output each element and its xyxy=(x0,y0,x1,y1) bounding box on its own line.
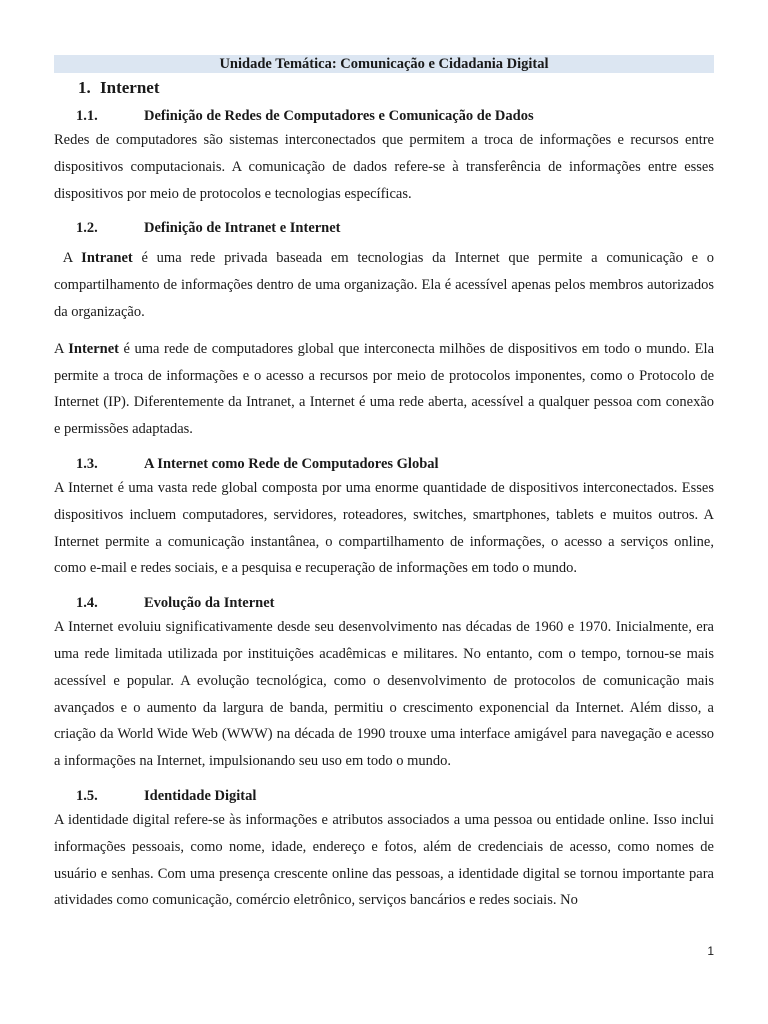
section-number: 1.1. xyxy=(76,108,98,124)
section-1-2-paragraph-intranet: A Intranet é uma rede privada baseada em tecnologias da Internet que permite a comunicação e o compartilhamento de informações dentro de uma organização. Ela é acessível apenas pelos membros autorizados da organização. xyxy=(54,250,714,320)
section-title: Identidade Digital xyxy=(144,787,257,804)
unit-banner: Unidade Temática: Comunicação e Cidadania Digital xyxy=(54,55,714,73)
section-1-2-heading xyxy=(76,217,714,239)
section-1-4-heading xyxy=(76,592,714,614)
section-1-4-paragraph: A Internet evoluiu significativamente desde seu desenvolvimento nas décadas de 1960 e 1970. Inicialmente, era uma rede limitada utilizada por instituições acadêmicas e militares. No entanto, com o tempo, tornou-se mais acessível e popular. A evolução tecnológica, como o desenvolvimento de protocolos de comunicação mais avançados e o aumento da largura de banda, permitiu o crescimento exponencial da Internet. Além disso, a criação da World Wide Web (WWW) na década de 1990 trouxe uma interface amigável para navegação e acesso a informações na Internet, impulsionando seu uso em todo o mundo. xyxy=(54,619,714,770)
term-intranet: Intranet xyxy=(81,250,133,267)
section-number: 1.4. xyxy=(76,595,98,612)
section-1-3-heading xyxy=(76,453,714,475)
heading-number: 1. xyxy=(78,78,91,97)
section-1-1-paragraph: Redes de computadores são sistemas interconectados que permitem a troca de informações e recursos entre dispositivos computacionais. A comunicação de dados refere-se à transferência de informações entre esses dispositivos por meio de protocolos e tecnologias específicas. xyxy=(54,132,714,202)
section-number: 1.3. xyxy=(76,455,98,472)
section-1-5-heading xyxy=(76,785,714,807)
document-page xyxy=(54,55,714,914)
section-title: Definição de Intranet e Internet xyxy=(144,220,341,237)
section-title: Definição de Redes de Computadores e Comunicação de Dados xyxy=(144,108,534,124)
section-title: A Internet como Rede de Computadores Global xyxy=(144,455,439,472)
heading-title: Internet xyxy=(100,78,160,97)
term-internet: Internet xyxy=(68,340,119,357)
section-1-2-paragraph-internet: A Internet é uma rede de computadores global que interconecta milhões de dispositivos em todo o mundo. Ela permite a troca de informações e o acesso a recursos por meio de protocolos imponentes, como o Protocolo de Internet (IP). Diferentemente da Intranet, a Internet é uma rede aberta, acessível a qualquer pessoa com conexão e permissões adaptadas. xyxy=(54,340,715,438)
section-1-1-heading xyxy=(76,105,714,127)
section-1-3-paragraph: A Internet é uma vasta rede global composta por uma enorme quantidade de dispositivos interconectados. Esses dispositivos incluem computadores, servidores, roteadores, switches, smartphones, tablets e muitos outros. A Internet permite a comunicação instantânea, o compartilhamento de informações, o acesso a serviços online, como e-mail e redes sociais, e a pesquisa e recuperação de informações em todo o mundo. xyxy=(54,479,714,577)
page-number: 1 xyxy=(707,944,714,958)
section-1-5-paragraph: A identidade digital refere-se às informações e atributos associados a uma pessoa ou entidade online. Isso inclui informações pessoais, como nome, idade, endereço e fotos, além de credenciais de acesso, como nomes de usuário e senhas. Com uma presença crescente online das pessoas, a identidade digital se tornou importante para atividades como comunicação, comércio eletrônico, serviços bancários e redes sociais. No xyxy=(54,811,714,909)
heading-internet xyxy=(78,77,714,99)
section-number: 1.5. xyxy=(76,787,98,804)
section-title: Evolução da Internet xyxy=(144,595,275,612)
section-number: 1.2. xyxy=(76,220,98,237)
